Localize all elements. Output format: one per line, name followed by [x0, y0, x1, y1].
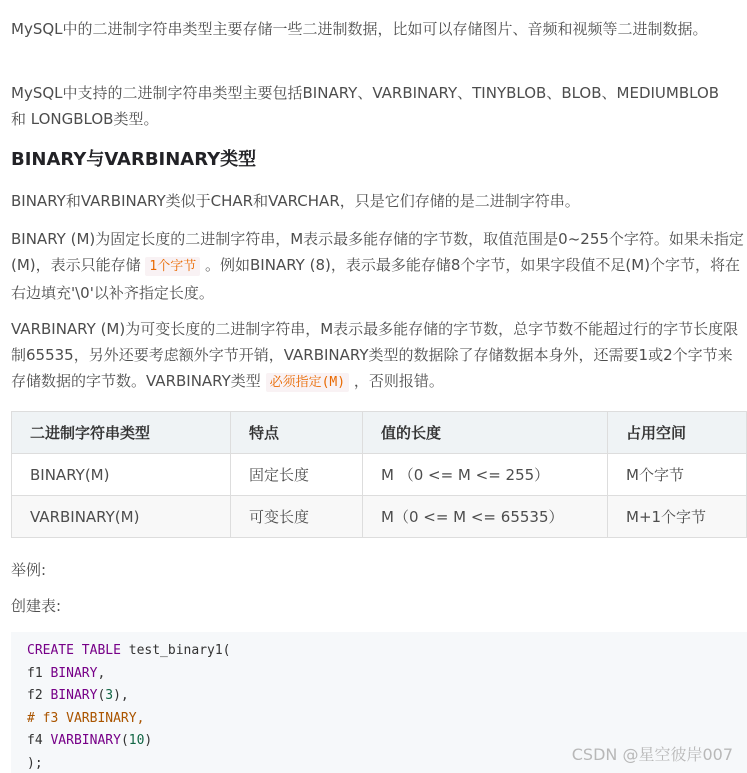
- binary-paragraph: [11, 226, 746, 306]
- code-text: ,: [97, 665, 106, 681]
- binary-text-before: BINARY (M)为固定长度的二进制字符串，M表示最多能存储的字节数，取值范围是0~255个字符。如果未指定(M)，表示只能存储: [11, 230, 744, 274]
- intro-paragraph: MySQL中的二进制字符串类型主要存储一些二进制数据，比如可以存储图片、音频和视频等二进制数据。: [11, 20, 708, 38]
- binary-intro-paragraph: BINARY和VARBINARY类似于CHAR和VARCHAR，只是它们存储的是二进制字符串。: [11, 192, 580, 210]
- cell-length: M（0 <= M <= 65535）: [363, 496, 608, 538]
- binary-types-table: [11, 411, 747, 538]
- inline-code-1byte: 1个字节: [145, 257, 200, 276]
- code-text: test_binary1(: [120, 643, 231, 658]
- create-table-label: 创建表:: [11, 597, 62, 615]
- varbinary-paragraph: [11, 316, 746, 396]
- code-text: (: [97, 688, 106, 703]
- code-number: 10: [128, 733, 145, 748]
- col-header-feature: 特点: [231, 412, 363, 454]
- col-header-space: 占用空间: [608, 412, 747, 454]
- varbinary-text-after: ，否则报错。: [349, 372, 444, 390]
- cell-feature: 可变长度: [231, 496, 363, 538]
- code-keyword: CREATE TABLE: [27, 643, 121, 658]
- varbinary-text-before: VARBINARY (M)为可变长度的二进制字符串，M表示最多能存储的字节数，总字节数不能超过行的字节长度限制65535，另外还要考虑额外字节开销，VARBINARY类型的数据除了存储数据本身外，还需要1或2个字节来存储数据的字节数。VARBINARY类型: [11, 320, 739, 390]
- code-text: ): [144, 733, 153, 748]
- code-text: f2: [27, 688, 51, 703]
- table-row: [12, 496, 747, 538]
- types-paragraph: MySQL中支持的二进制字符串类型主要包括BINARY、VARBINARY、TINYBLOB、BLOB、MEDIUMBLOB 和 LONGBLOB类型。: [11, 84, 720, 128]
- table-header-row: [12, 412, 747, 454]
- cell-space: M个字节: [608, 454, 747, 496]
- code-text: f1: [27, 665, 51, 681]
- code-number: 3: [105, 688, 114, 703]
- cell-length: M （0 <= M <= 255）: [363, 454, 608, 496]
- cell-space: M+1个字节: [608, 496, 747, 538]
- cell-type: BINARY(M): [12, 454, 231, 496]
- inline-code-must-specify: 必须指定(M): [266, 373, 349, 392]
- code-text: (: [120, 733, 129, 748]
- cell-type: VARBINARY(M): [12, 496, 231, 538]
- csdn-watermark: CSDN @星空彼岸007: [571, 745, 733, 764]
- code-type: BINARY: [50, 665, 98, 681]
- code-text: );: [27, 755, 43, 771]
- code-type: VARBINARY: [50, 733, 121, 748]
- code-comment: # f3 VARBINARY,: [27, 710, 145, 726]
- cell-feature: 固定长度: [231, 454, 363, 496]
- binary-text-after: 。例如BINARY (8)，表示最多能存储8个字节，如果字段值不足(M)个字节，将在右边填充'\0'以补齐指定长度。: [11, 256, 741, 302]
- code-text: ),: [113, 688, 129, 703]
- section-heading: BINARY与VARBINARY类型: [11, 149, 257, 170]
- code-text: f4: [27, 733, 51, 748]
- table-row: [12, 454, 747, 496]
- col-header-length: 值的长度: [363, 412, 608, 454]
- code-type: BINARY: [50, 688, 98, 703]
- example-label: 举例:: [11, 561, 47, 579]
- col-header-type: 二进制字符串类型: [12, 412, 231, 454]
